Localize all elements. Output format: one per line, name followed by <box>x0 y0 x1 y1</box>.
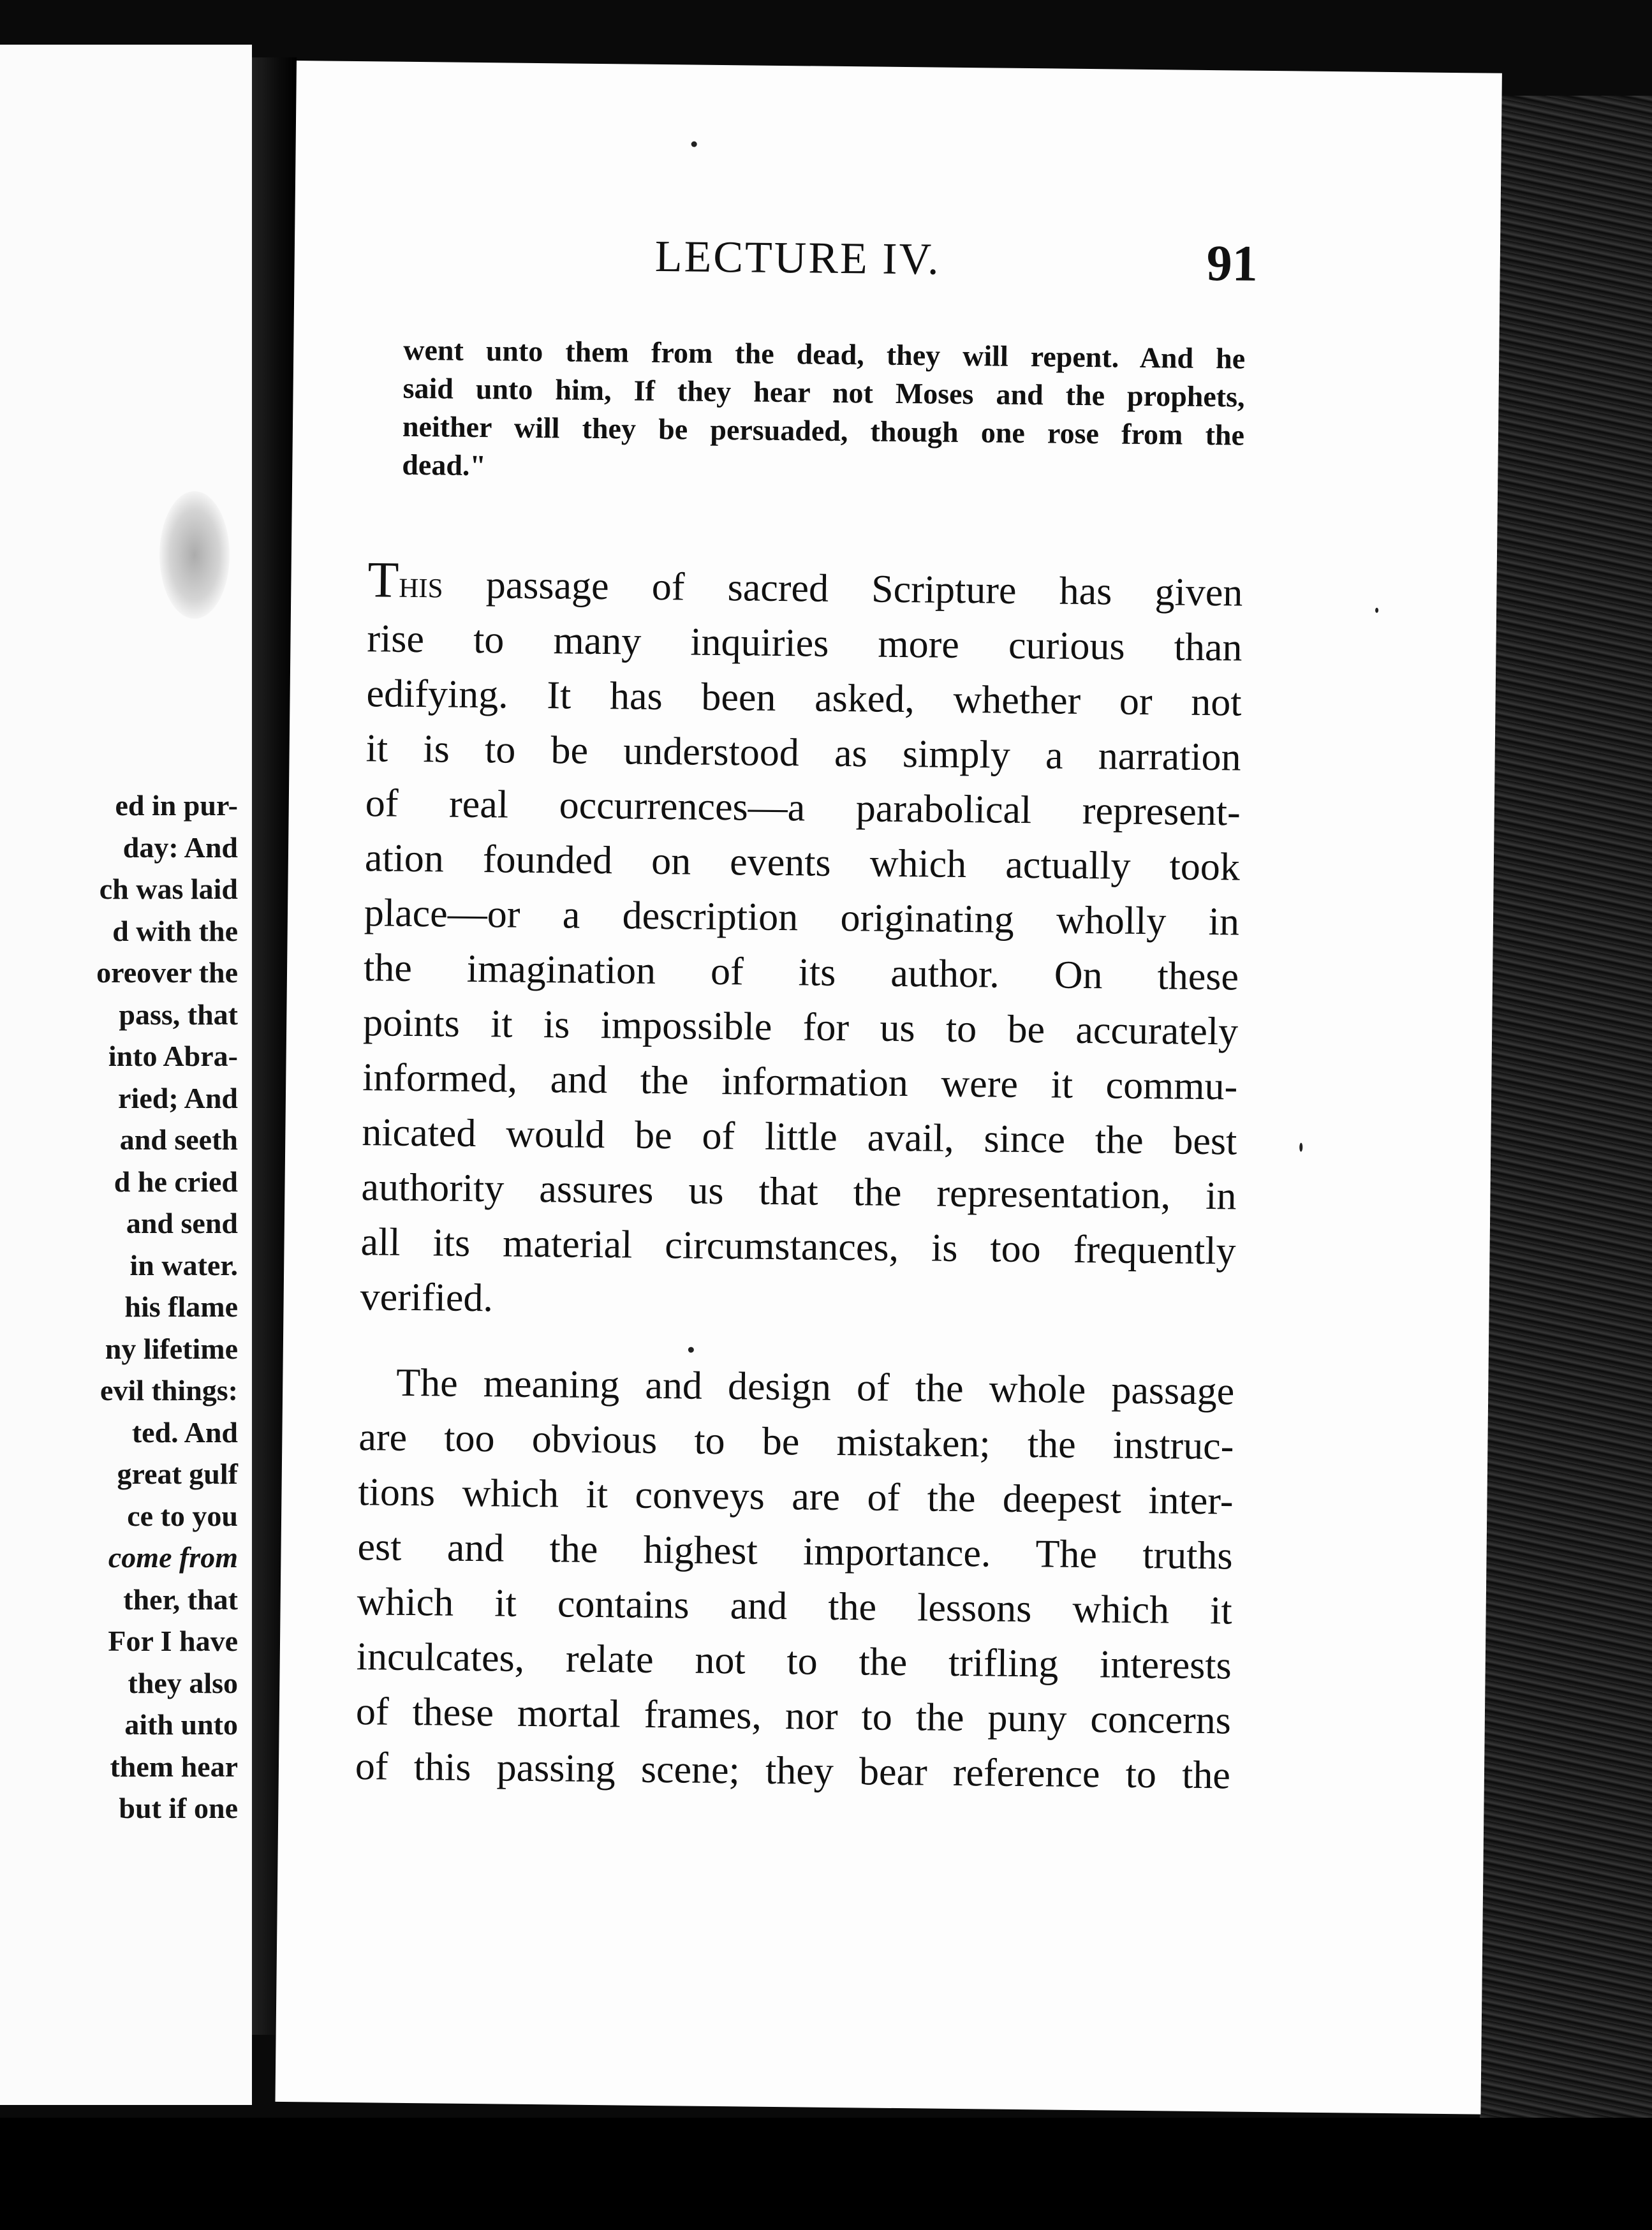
page-edge-background <box>1480 96 1652 2230</box>
left-line: come from <box>108 1541 238 1574</box>
left-line: ried; And <box>118 1081 238 1114</box>
left-line: For I have <box>108 1625 238 1657</box>
quote-line: neither will they be persuaded, though one rose from the <box>402 410 1245 452</box>
paragraph-line: verified. <box>360 1275 494 1320</box>
page-number: 91 <box>1206 235 1258 292</box>
left-line: ed in pur- <box>115 789 238 822</box>
speck <box>1375 608 1378 613</box>
left-line: they also <box>128 1666 238 1699</box>
speck <box>691 141 697 147</box>
paragraph-line: informed, and the information were it commu- <box>362 1056 1238 1109</box>
left-line: ther, that <box>123 1583 238 1616</box>
quote-line: dead." <box>402 448 487 482</box>
paragraph-line: place—or a description originating wholly in <box>364 891 1240 944</box>
paragraph-line: points it is impossible for us to be accurately <box>362 1001 1239 1054</box>
quote-line: went unto them from the dead, they will repent. And he <box>402 333 1246 375</box>
paragraph-line <box>367 552 1243 620</box>
left-line: ny lifetime <box>105 1332 238 1365</box>
left-facing-page <box>0 45 252 2105</box>
page-header <box>294 228 1500 298</box>
quote-line: said unto him, If they hear not Moses and the prophets, <box>402 371 1245 413</box>
left-line: aith unto <box>124 1708 238 1741</box>
paragraph-line: edifying. It has been asked, whether or not <box>366 672 1242 725</box>
paragraph-line: nicated would be of little avail, since the best <box>362 1111 1237 1163</box>
paragraph-line: of these mortal frames, nor to the puny concerns <box>355 1690 1232 1743</box>
first-word-rest: his <box>398 562 443 607</box>
paragraph-line: the imagination of its author. On these <box>363 946 1239 999</box>
initial-letter: T <box>367 552 399 609</box>
scripture-quote <box>402 331 1245 493</box>
paragraph-line: are too obvious to be mistaken; the instruc- <box>358 1415 1234 1468</box>
left-line: great gulf <box>117 1458 238 1490</box>
speck <box>688 1347 694 1353</box>
left-line: pass, that <box>119 998 238 1031</box>
paper-specks <box>297 61 1502 73</box>
left-line: ch was laid <box>99 873 238 905</box>
left-line: in water. <box>129 1248 238 1281</box>
left-line: d he cried <box>114 1165 238 1198</box>
paragraph-line: est and the highest importance. The truths <box>357 1525 1233 1578</box>
left-page-text <box>96 785 238 1829</box>
paragraph-line: all its material circumstances, is too frequently <box>360 1220 1236 1273</box>
left-line: into Abra- <box>108 1040 238 1072</box>
running-title: LECTURE IV. <box>654 232 941 284</box>
paragraph-line: rise to many inquiries more curious than <box>367 617 1243 670</box>
first-line-rest: passage of sacred Scripture has given <box>485 563 1243 615</box>
left-line: but if one <box>119 1792 238 1824</box>
paragraph-line: of real occurrences—a parabolical represent- <box>365 781 1241 834</box>
left-line: oreover the <box>96 956 238 989</box>
paragraph-line: tions which it conveys are of the deepest inter- <box>358 1470 1234 1523</box>
left-line: ce to you <box>127 1499 238 1532</box>
left-line: and seeth <box>119 1123 238 1156</box>
paragraph-line: which it contains and the lessons which it <box>357 1580 1232 1633</box>
scan-bottom-border <box>0 2118 1652 2230</box>
speck <box>1299 1143 1302 1152</box>
left-line: d with the <box>112 914 238 947</box>
paragraph-1 <box>360 552 1243 1333</box>
paragraph-line: it is to be understood as simply a narration <box>365 727 1241 779</box>
paragraph-line: authority assures us that the representation, in <box>361 1165 1237 1218</box>
left-line: and send <box>126 1207 238 1239</box>
left-line: evil things: <box>100 1374 238 1407</box>
left-page-smudge <box>159 491 230 619</box>
paragraph-line: ation founded on events which actually took <box>364 836 1241 889</box>
paragraph-line: inculcates, relate not to the trifling interests <box>356 1635 1232 1688</box>
main-page <box>275 61 1501 2115</box>
left-line: them hear <box>110 1750 238 1783</box>
paragraph-line: of this passing scene; they bear reference to the <box>355 1745 1231 1798</box>
paragraph-2 <box>355 1355 1235 1803</box>
paragraph-line: The meaning and design of the whole passage <box>395 1361 1235 1414</box>
left-line: his flame <box>124 1290 238 1323</box>
left-line: ted. And <box>131 1415 238 1449</box>
left-line: day: And <box>122 831 238 864</box>
